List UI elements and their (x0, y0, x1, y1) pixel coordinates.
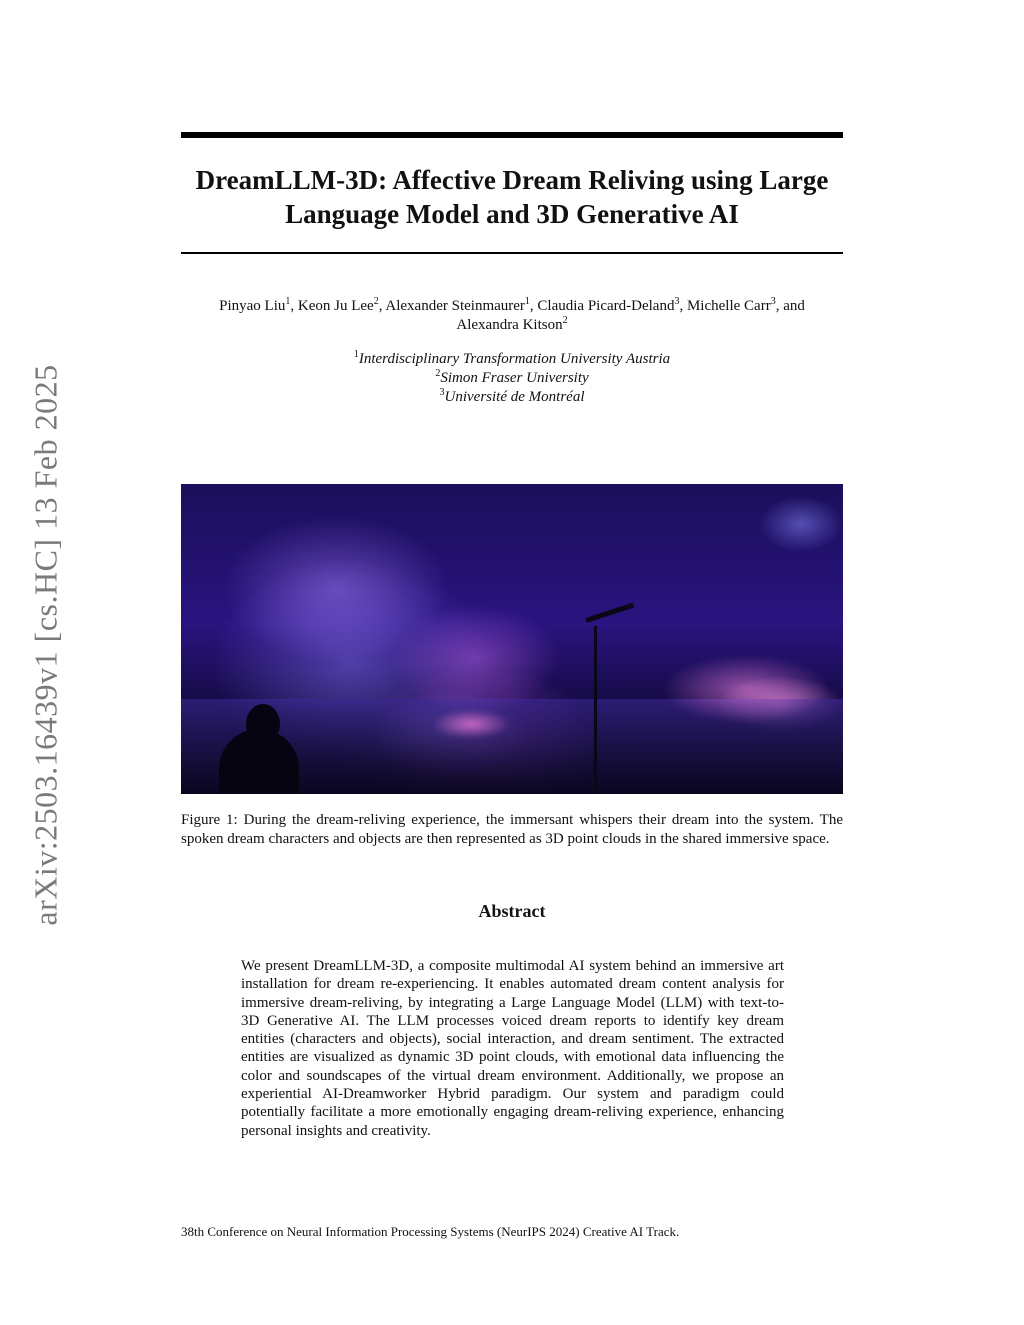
author-name: Alexander Steinmaurer (385, 298, 525, 314)
affiliation-name: Interdisciplinary Transformation University Austria (358, 351, 671, 367)
figure-point-cloud (431, 709, 511, 739)
figure-caption: Figure 1: During the dream-reliving experience, the immersant whispers their dream into the system. The spoken dream characters and objects are then represented as 3D point clouds in the shared immersive space. (181, 812, 843, 847)
title-rule-top (181, 132, 843, 138)
abstract-body: We present DreamLLM-3D, a composite multimodal AI system behind an immersive art installation for dream re-experiencing. It enables automated dream content analysis for immersive dream-reliving, by integrating a Large Language Model (LLM) with text-to-3D Generative AI. The LLM processes voiced dream reports to identify key dream entities (characters and objects), social interaction, and dream sentiment. The extracted entities are visualized as dynamic 3D point clouds, with emotional data influencing the color and soundscapes of the virtual dream environment. Additionally, we propose an experiential AI-Dreamworker Hybrid paradigm. Our system and paradigm could potentially facilitate a more emotionally engaging dream-reliving experience, enhancing personal insights and creativity. (241, 958, 784, 1139)
affiliation-number: 1 (353, 349, 359, 360)
microphone-arm (585, 603, 634, 623)
figure-point-cloud (661, 654, 831, 724)
affiliation-name: Université de Montréal (444, 389, 585, 405)
affiliation (181, 350, 843, 369)
title-rule-bottom (181, 252, 843, 254)
figure-point-cloud (391, 604, 561, 714)
author-affil: 3 (674, 296, 680, 307)
abstract-heading: Abstract (478, 901, 546, 921)
arxiv-stamp: arXiv:2503.16439v1 [cs.HC] 13 Feb 2025 (27, 364, 64, 926)
conference-footnote: 38th Conference on Neural Information Processing Systems (NeurIPS 2024) Creative AI Track. (181, 1224, 680, 1239)
figure-1-photo (181, 484, 843, 794)
author-affil: 2 (373, 296, 379, 307)
affiliation-name: Simon Fraser University (440, 370, 589, 386)
author-name: Keon Ju Lee (297, 298, 374, 314)
microphone-stand (594, 626, 597, 794)
affiliation-number: 2 (435, 368, 441, 379)
paper-title: DreamLLM-3D: Affective Dream Reliving using Large Language Model and 3D Generative AI (195, 165, 829, 229)
affiliation (181, 388, 843, 407)
author-affil: 3 (770, 296, 776, 307)
affiliation (181, 369, 843, 388)
affiliation-number: 3 (439, 387, 445, 398)
author-name: Alexandra Kitson (456, 317, 563, 333)
author-name: Michelle Carr (686, 298, 771, 314)
author-affil: 2 (562, 315, 568, 326)
affiliation-list (181, 350, 843, 407)
author-affil: 1 (285, 296, 291, 307)
author-name: Claudia Picard-Deland (537, 298, 675, 314)
author-name: Pinyao Liu (219, 298, 286, 314)
author-affil: 1 (524, 296, 530, 307)
author-list: Pinyao Liu$^1$, Keon Ju Lee$^2$, Alexander Steinmaurer$^1$, Claudia Picard-Deland$^3$, Michelle Carr$^3$, and Alexandra Kitson$^2$ (219, 296, 805, 333)
